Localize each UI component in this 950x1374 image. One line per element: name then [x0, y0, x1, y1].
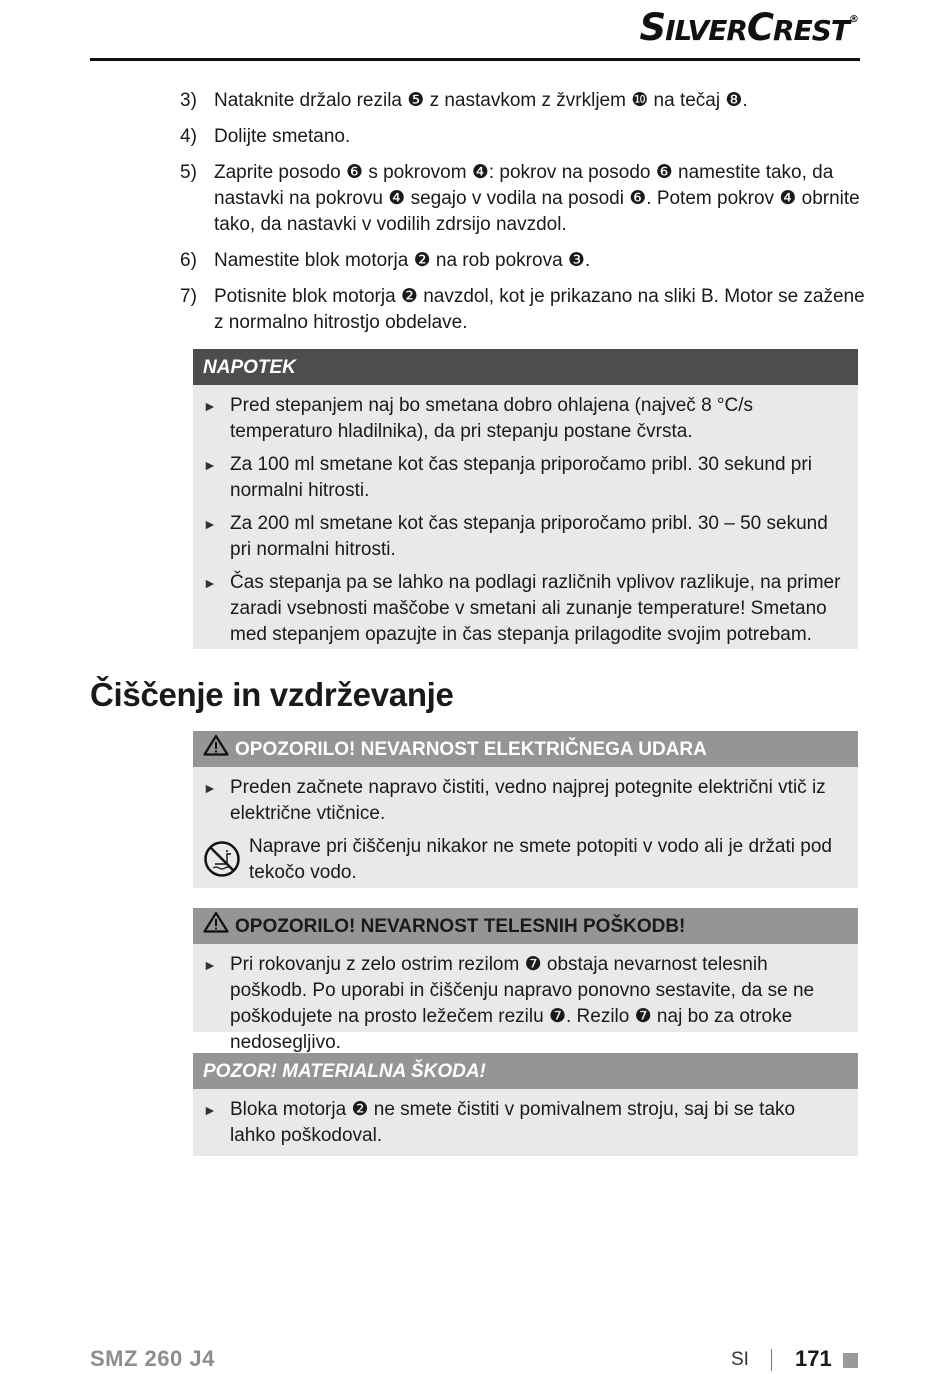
warning-triangle-icon [203, 732, 229, 769]
brand-letters: ILVER [665, 14, 747, 47]
step-number: 7) [180, 286, 197, 307]
step-item [180, 124, 870, 150]
brand-letter: S [639, 6, 666, 49]
step-item [180, 160, 870, 238]
brand-letter: C [746, 6, 774, 49]
warning-injury-header [193, 908, 858, 944]
warning-injury-list [193, 944, 858, 1069]
step-text: Potisnite blok motorja ❷ navzdol, kot je prikazano na sliki B. Motor se zažene z normalno hitrostjo obdelave. [214, 286, 865, 333]
step-text: Namestite blok motorja ❷ na rob pokrova ❸. [214, 250, 591, 271]
step-text: Zaprite posodo ❻ s pokrovom ❹: pokrov na posodo ❻ namestite tako, da nastavki na pokrovu ❹ segajo v vodila na posodi ❻. Potem pokrov ❹ obrnite tako, da nastavki v vodilih zdrsijo navzdol. [214, 162, 860, 235]
note-header [193, 349, 858, 385]
warning-injury-title: OPOZORILO! NEVARNOST TELESNIH POŠKODB! [235, 915, 686, 937]
warning-electric-header [193, 731, 858, 767]
step-number: 4) [180, 126, 197, 147]
step-number: 6) [180, 250, 197, 271]
header-rule [90, 58, 860, 61]
warning-text: Preden začnete napravo čistiti, vedno najprej potegnite električni vtič iz električne vtičnice. [230, 777, 826, 824]
caution-text: Bloka motorja ❷ ne smete čistiti v pomivalnem stroju, saj bi se tako lahko poškodoval. [230, 1099, 796, 1146]
warning-electric-list [193, 767, 858, 827]
section-title: Čiščenje in vzdrževanje [90, 676, 454, 713]
warning-triangle-icon [203, 909, 229, 946]
bullet-arrow-icon: ► [203, 957, 217, 973]
step-item [180, 248, 870, 274]
step-item [180, 284, 870, 336]
step-number: 3) [180, 90, 197, 111]
step-text: Dolijte smetano. [214, 126, 351, 147]
bullet-arrow-icon: ► [203, 516, 217, 532]
caution-material-title: POZOR! MATERIALNA ŠKODA! [203, 1060, 486, 1082]
list-item [203, 452, 844, 504]
note-box [193, 349, 858, 649]
footer-square-icon [843, 1353, 858, 1368]
step-number: 5) [180, 162, 197, 183]
list-item [203, 775, 844, 827]
note-text: Čas stepanja pa se lahko na podlagi različnih vplivov razlikuje, na primer zaradi vsebnosti maščobe v smetani ali zunanje temperature! Smetano med stepanjem opazujte in čas stepanja prilagodite svojim potrebam. [230, 572, 841, 645]
note-title: NAPOTEK [203, 356, 296, 378]
caution-material-list [193, 1089, 858, 1162]
brand-logo [639, 6, 858, 49]
bullet-arrow-icon: ► [203, 398, 217, 414]
no-immersion-icon [203, 834, 249, 886]
caution-material-box [193, 1053, 858, 1156]
step-item [180, 88, 870, 114]
bullet-arrow-icon: ► [203, 575, 217, 591]
bullet-arrow-icon: ► [203, 1102, 217, 1118]
list-item [203, 511, 844, 563]
note-text: Pred stepanjem naj bo smetana dobro ohlajena (največ 8 °C/s temperaturo hladilnika), da pri stepanju postane čvrsta. [230, 395, 754, 442]
footer-language: SI [731, 1349, 749, 1370]
immersion-text: Naprave pri čiščenju nikakor ne smete potopiti v vodo ali je držati pod tekočo vodo. [249, 836, 832, 883]
brand-letters: REST [773, 14, 849, 47]
footer-model: SMZ 260 J4 [90, 1346, 215, 1371]
bullet-arrow-icon: ► [203, 780, 217, 796]
list-item [203, 393, 844, 445]
warning-injury-box [193, 908, 858, 1053]
immersion-notice [193, 834, 858, 894]
warning-electric-title: OPOZORILO! NEVARNOST ELEKTRIČNEGA UDARA [235, 738, 707, 760]
note-text: Za 200 ml smetane kot čas stepanja priporočamo pribl. 30 – 50 sekund pri normalni hitrosti. [230, 513, 828, 560]
registered-mark: ® [849, 14, 858, 25]
warning-text: Pri rokovanju z zelo ostrim rezilom ❼ obstaja nevarnost telesnih poškodb. Po uporabi in čiščenju napravo ponovno sestavite, da se ne poškodujete na prosto ležečem rezilu ❼. Rezilo ❼ naj bo za otroke nedosegljivo. [230, 954, 815, 1053]
list-item [203, 570, 844, 648]
list-item [203, 1097, 844, 1149]
footer-divider [771, 1349, 772, 1371]
page-number: 171 [795, 1346, 832, 1371]
note-list [193, 385, 858, 661]
steps-list [180, 88, 870, 346]
step-text: Nataknite držalo rezila ❺ z nastavkom z žvrkljem ❿ na tečaj ❽. [214, 90, 748, 111]
bullet-arrow-icon: ► [203, 457, 217, 473]
list-item [203, 952, 844, 1056]
note-text: Za 100 ml smetane kot čas stepanja priporočamo pribl. 30 sekund pri normalni hitrosti. [230, 454, 812, 501]
warning-electric-box [193, 731, 858, 888]
caution-material-header [193, 1053, 858, 1089]
